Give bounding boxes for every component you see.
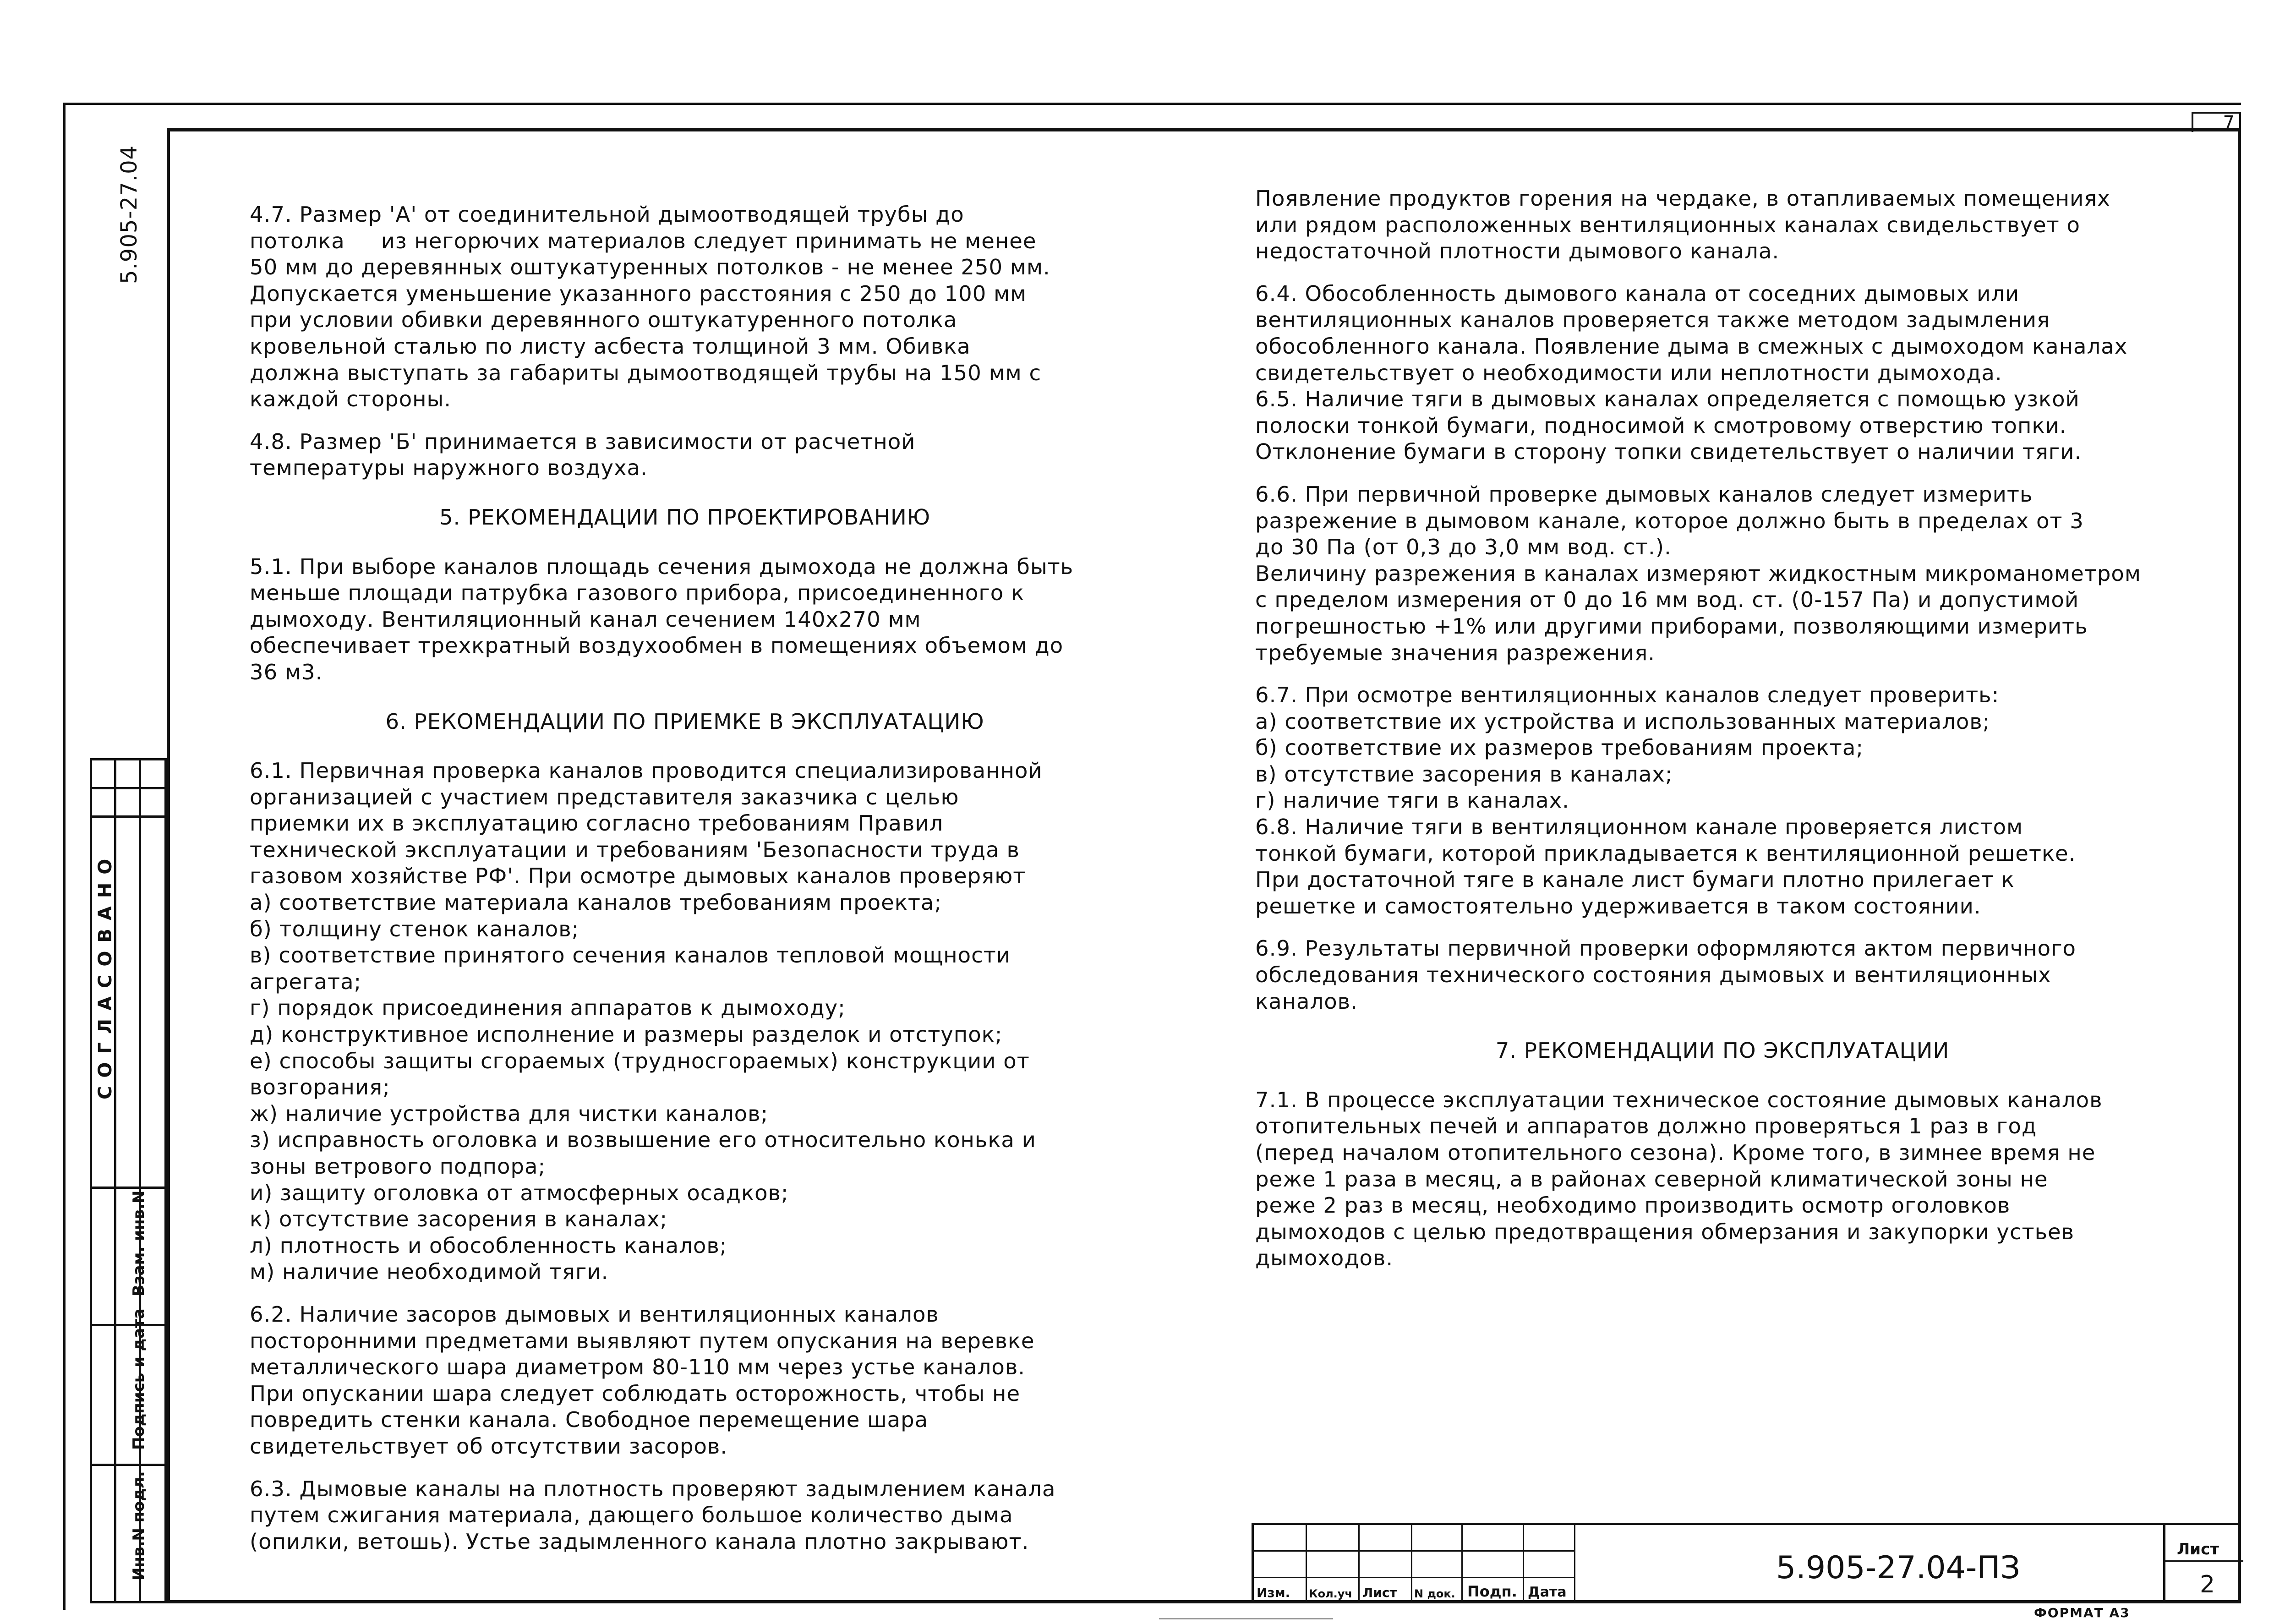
text-line: и) защиту оголовка от атмосферных осадков; (250, 1180, 789, 1205)
left-stamp-table (90, 758, 167, 1603)
text-line: каждой стороны. (250, 387, 452, 412)
text-line: должна выступать за габариты дымоотводящей трубы на 150 мм с (250, 360, 1042, 385)
vertical-doc-code: 5.905-27.04 (116, 145, 142, 284)
right-text-column (1255, 186, 2190, 1272)
text-line: недостаточной плотности дымового канала. (1255, 239, 1780, 264)
kol-uch-label: Кол.уч (1309, 1587, 1352, 1600)
text-line: полоски тонкой бумаги, подносимой к смотровому отверстию топки. (1255, 413, 2067, 438)
text-line: Появление продуктов горения на чердаке, в отапливаемых помещениях (1255, 186, 2110, 211)
section-heading: 5. РЕКОМЕНДАЦИИ ПО ПРОЕКТИРОВАНИЮ (439, 504, 931, 530)
text-line: до 30 Па (от 0,3 до 3,0 мм вод. ст.). (1255, 535, 1672, 560)
text-line: с пределом измерения от 0 до 16 мм вод. ст. (0-157 Па) и допустимой (1255, 587, 2079, 612)
text-line: 50 мм до деревянных оштукатуренных потолков - не менее 250 мм. (250, 255, 1050, 280)
text-line: потолка из негорючих материалов следует принимать не менее (250, 228, 1037, 253)
sheet-label: Лист (2177, 1540, 2219, 1558)
text-line: реже 2 раз в месяц, необходимо производить осмотр оголовков (1255, 1193, 2011, 1218)
sheet-value: 2 (2200, 1571, 2215, 1598)
text-line: 6.2. Наличие засоров дымовых и вентиляционных каналов (250, 1301, 939, 1327)
n-dok-label: N док. (1414, 1587, 1455, 1600)
text-line: 6.8. Наличие тяги в вентиляционном канале проверяется листом (1255, 815, 2023, 840)
text-line: 6.9. Результаты первичной проверки оформляются актом первичного (1255, 936, 2076, 961)
section-gap (250, 481, 1120, 504)
text-line: зоны ветрового подпора; (250, 1154, 546, 1179)
text-line: решетке и самостоятельно удерживается в таком состоянии. (1255, 893, 1981, 919)
text-line: обеспечивает трехкратный воздухообмен в помещениях объемом до (250, 633, 1064, 658)
text-line: 5.1. При выборе каналов площадь сечения дымохода не должна быть (250, 554, 1074, 579)
text-line: температуры наружного воздуха. (250, 455, 648, 481)
text-line: 6.7. При осмотре вентиляционных каналов следует проверить: (1255, 683, 2000, 708)
paragraph-gap (1255, 666, 2190, 682)
text-line: к) отсутствие засорения в каналах; (250, 1207, 668, 1232)
text-line: вентиляционных каналов проверяется также методом задымления (1255, 307, 2050, 333)
paragraph-gap (250, 1460, 1120, 1476)
text-line: 6.4. Обособленность дымового канала от соседних дымовых или (1255, 281, 2020, 306)
text-line: реже 1 раза в месяц, а в районах северной климатической зоны не (1255, 1166, 2048, 1192)
text-line: в) отсутствие засорения в каналах; (1255, 761, 1673, 787)
podp-label: Подп. (1467, 1583, 1517, 1600)
text-line: отопительных печей и аппаратов должно проверяться 1 раз в год (1255, 1114, 2037, 1139)
paragraph-gap (250, 1285, 1120, 1301)
text-line: 6.6. При первичной проверке дымовых каналов следует измерить (1255, 481, 2033, 507)
text-line: или рядом расположенных вентиляционных каналах свидельствует о (1255, 212, 2080, 237)
text-line: 6.1. Первичная проверка каналов проводится специализированной (250, 758, 1043, 783)
izm-label: Изм. (1257, 1585, 1290, 1600)
data-label: Дата (1528, 1584, 1567, 1600)
text-line: Величину разрежения в каналах измеряют жидкостным микроманометром (1255, 561, 2141, 586)
text-line: б) соответствие их размеров требованиям проекта; (1255, 735, 1864, 760)
inv-podl-label: Инв.N подл. (130, 1471, 148, 1580)
text-line: дымоходов. (1255, 1246, 1394, 1271)
paragraph-gap (250, 413, 1120, 429)
format-label: ФОРМАТ А3 (2034, 1605, 2130, 1620)
text-line: дымоходу. Вентиляционный канал сечением 140х270 мм (250, 607, 921, 632)
text-line: повредить стенки канала. Свободное перемещение шара (250, 1407, 929, 1433)
text-line: 6.5. Наличие тяги в дымовых каналах определяется с помощью узкой (1255, 387, 2080, 412)
text-line: 4.8. Размер 'Б' принимается в зависимости от расчетной (250, 429, 916, 454)
text-line: кровельной сталью по листу асбеста толщиной 3 мм. Обивка (250, 334, 971, 359)
paragraph-gap (1255, 465, 2190, 481)
text-line: 7.1. В процессе эксплуатации техническое состояние дымовых каналов (1255, 1087, 2103, 1112)
soglasovano-label: СОГЛАСОВАНО (95, 850, 116, 1099)
text-line: 4.7. Размер 'А' от соединительной дымоотводящей трубы до (250, 202, 964, 227)
vzam-inv-label: Взам. инв.N (130, 1190, 148, 1296)
bottom-divider (1159, 1618, 1333, 1619)
text-line: (опилки, ветошь). Устье задымленного канала плотно закрывают. (250, 1529, 1029, 1554)
text-line: г) порядок присоединения аппаратов к дымоходу; (250, 995, 846, 1021)
text-line: л) плотность и обособленность каналов; (250, 1233, 727, 1258)
text-line: дымоходов с целью предотвращения обмерзания и закупорки устьев (1255, 1219, 2075, 1244)
text-line: металлического шара диаметром 80-110 мм через устье каналов. (250, 1355, 1026, 1380)
text-line: 36 м3. (250, 659, 323, 684)
text-line: а) соответствие их устройства и использованных материалов; (1255, 709, 1990, 734)
text-line: е) способы защиты сгораемых (трудносгораемых) конструкции от (250, 1048, 1030, 1073)
text-line: разрежение в дымовом канале, которое должно быть в пределах от 3 (1255, 508, 2084, 533)
podpis-data-label: Подпись и дата (130, 1308, 148, 1450)
section-gap (1255, 1015, 2190, 1038)
sheet-number-top: 7 (2192, 112, 2241, 132)
text-line: агрегата; (250, 969, 362, 994)
text-line: каналов. (1255, 989, 1358, 1014)
left-text-column (250, 202, 1120, 1555)
text-line: посторонними предметами выявляют путем опускания на веревке (250, 1328, 1035, 1353)
text-line: а) соответствие материала каналов требованиям проекта; (250, 890, 942, 915)
text-line: в) соответствие принятого сечения каналов тепловой мощности (250, 943, 1011, 968)
section-heading: 6. РЕКОМЕНДАЦИИ ПО ПРИЕМКЕ В ЭКСПЛУАТАЦИЮ (385, 709, 984, 734)
text-line: При опускании шара следует соблюдать осторожность, чтобы не (250, 1381, 1021, 1406)
paragraph-gap (1255, 265, 2190, 281)
text-line: погрешностью +1% или другими приборами, позволяющими измерить (1255, 613, 2088, 639)
text-line: з) исправность оголовка и возвышение его относительно конька и (250, 1127, 1036, 1153)
text-line: путем сжигания материала, дающего большое количество дыма (250, 1503, 1013, 1528)
section-gap (250, 686, 1120, 709)
text-line: д) конструктивное исполнение и размеры разделок и отступок; (250, 1022, 1003, 1047)
text-line: возгорания; (250, 1075, 390, 1100)
text-line: технической эксплуатации и требованиям 'Безопасности труда в (250, 837, 1020, 862)
text-line: ж) наличие устройства для чистки каналов; (250, 1101, 769, 1126)
section-heading: 7. РЕКОМЕНДАЦИИ ПО ЭКСПЛУАТАЦИИ (1495, 1038, 1950, 1063)
section-gap (250, 531, 1120, 554)
text-line: свидетельствует об отсутствии засоров. (250, 1433, 728, 1459)
title-block (1252, 1523, 2241, 1603)
text-line: приемки их в эксплуатацию согласно требованиям Правил (250, 811, 944, 836)
text-line: м) наличие необходимой тяги. (250, 1259, 609, 1285)
text-line: меньше площади патрубка газового прибора, присоединенного к (250, 580, 1025, 606)
doc-code: 5.905-27.04-ПЗ (1776, 1550, 2021, 1586)
text-line: при условии обивки деревянного оштукатуренного потолка (250, 307, 957, 333)
text-line: обследования технического состояния дымовых и вентиляционных (1255, 962, 2051, 988)
text-line: требуемые значения разрежения. (1255, 640, 1656, 665)
text-line: б) толщину стенок каналов; (250, 916, 579, 941)
section-gap (1255, 1064, 2190, 1087)
text-line: Допускается уменьшение указанного расстояния с 250 до 100 мм (250, 281, 1027, 306)
text-line: тонкой бумаги, которой прикладывается к вентиляционной решетке. (1255, 841, 2076, 866)
text-line: свидетельствует о необходимости или неплотности дымохода. (1255, 360, 2002, 385)
text-line: 6.3. Дымовые каналы на плотность проверяют задымлением канала (250, 1476, 1056, 1501)
text-line: Отклонение бумаги в сторону топки свидетельствует о наличии тяги. (1255, 439, 2082, 465)
text-line: г) наличие тяги в каналах. (1255, 788, 1569, 813)
text-line: (перед началом отопительного сезона). Кроме того, в зимнее время не (1255, 1140, 2096, 1165)
text-line: обособленного канала. Появление дыма в смежных с дымоходом каналах (1255, 334, 2128, 359)
paragraph-gap (1255, 919, 2190, 935)
text-line: газовом хозяйстве РФ'. При осмотре дымовых каналов проверяют (250, 864, 1026, 889)
section-gap (250, 735, 1120, 758)
text-line: организацией с участием представителя заказчика с целью (250, 784, 959, 809)
text-line: При достаточной тяге в канале лист бумаги плотно прилегает к (1255, 867, 2015, 892)
list-label: Лист (1362, 1585, 1397, 1600)
